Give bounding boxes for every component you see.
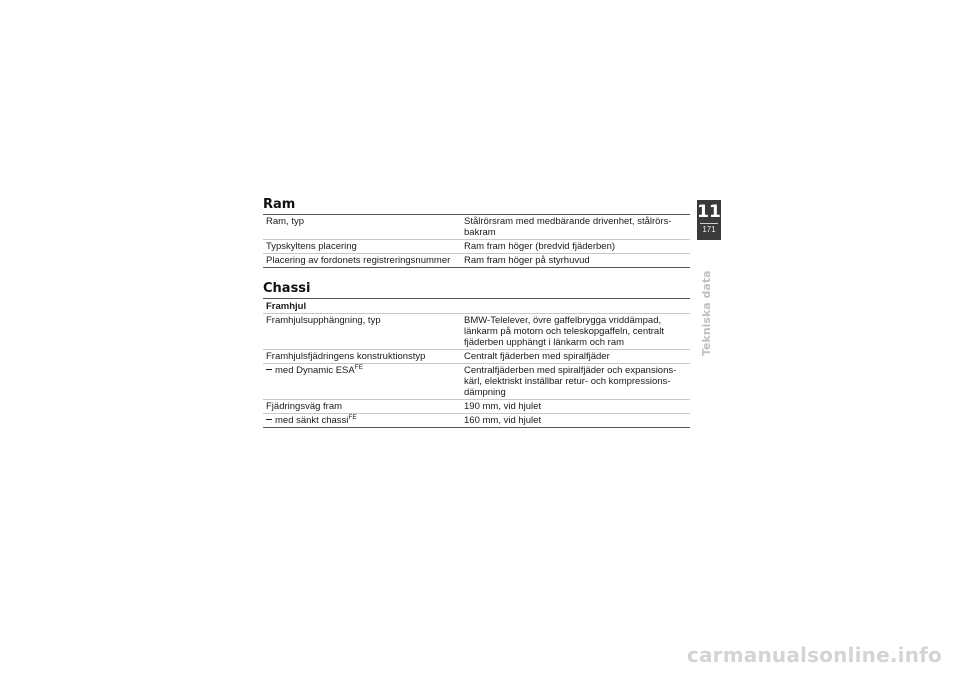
table-row (263, 364, 690, 400)
table-row (263, 240, 690, 254)
row-value: Centralfjäderben med spiralfjäder och expansions- kärl, elektriskt inställbar retur- och kompressions- dämpning (464, 365, 677, 398)
row-label (263, 415, 464, 426)
table-row (263, 400, 690, 414)
footnote-marker: FE (348, 414, 357, 421)
table-row (263, 314, 690, 350)
row-label-text: med Dynamic ESA (275, 365, 355, 376)
section-title-ram: Ram (263, 197, 296, 212)
chassi-table (263, 298, 690, 428)
table-row (263, 350, 690, 364)
chapter-number: 11 (697, 202, 721, 222)
row-value: 190 mm, vid hjulet (464, 401, 542, 412)
watermark: carmanualsonline.info (686, 643, 942, 667)
row-value: Ram fram höger på styrhuvud (464, 255, 590, 266)
ram-table (263, 214, 690, 268)
table-row (263, 254, 690, 268)
row-value: 160 mm, vid hjulet (464, 415, 542, 426)
row-label: Framhjulsfjädringens konstruktionstyp (266, 351, 426, 362)
subheading-framhjul: Framhjul (263, 299, 690, 314)
row-label: Placering av fordonets registreringsnummer (266, 255, 451, 266)
row-label: Fjädringsväg fram (266, 401, 343, 412)
dash-icon (266, 369, 272, 370)
chapter-title: Tekniska data (700, 270, 713, 356)
row-label (263, 365, 464, 398)
row-value: Stålrörsram med medbärande drivenhet, stålrörs- bakram (464, 216, 672, 238)
chapter-tab (697, 200, 721, 240)
row-label: Framhjulsupphängning, typ (266, 315, 381, 326)
page-number: 171 (702, 225, 716, 234)
dash-icon (266, 419, 272, 420)
table-row (263, 214, 690, 240)
row-value: Centralt fjäderben med spiralfjäder (464, 351, 610, 362)
row-value: BMW-Telelever, övre gaffelbrygga vriddämpad, länkarm på motorn och teleskopgaffeln, centralt fjäderben upphängt i länkarm och ram (464, 315, 664, 348)
row-label: Ram, typ (266, 216, 305, 227)
footnote-marker: FE (354, 364, 364, 371)
row-label: Typskyltens placering (266, 241, 357, 252)
table-row (263, 414, 690, 428)
section-title-chassi: Chassi (263, 281, 311, 296)
row-value: Ram fram höger (bredvid fjäderben) (464, 241, 616, 252)
tab-divider (700, 223, 718, 224)
row-label-text: med sänkt chassi (275, 415, 349, 426)
